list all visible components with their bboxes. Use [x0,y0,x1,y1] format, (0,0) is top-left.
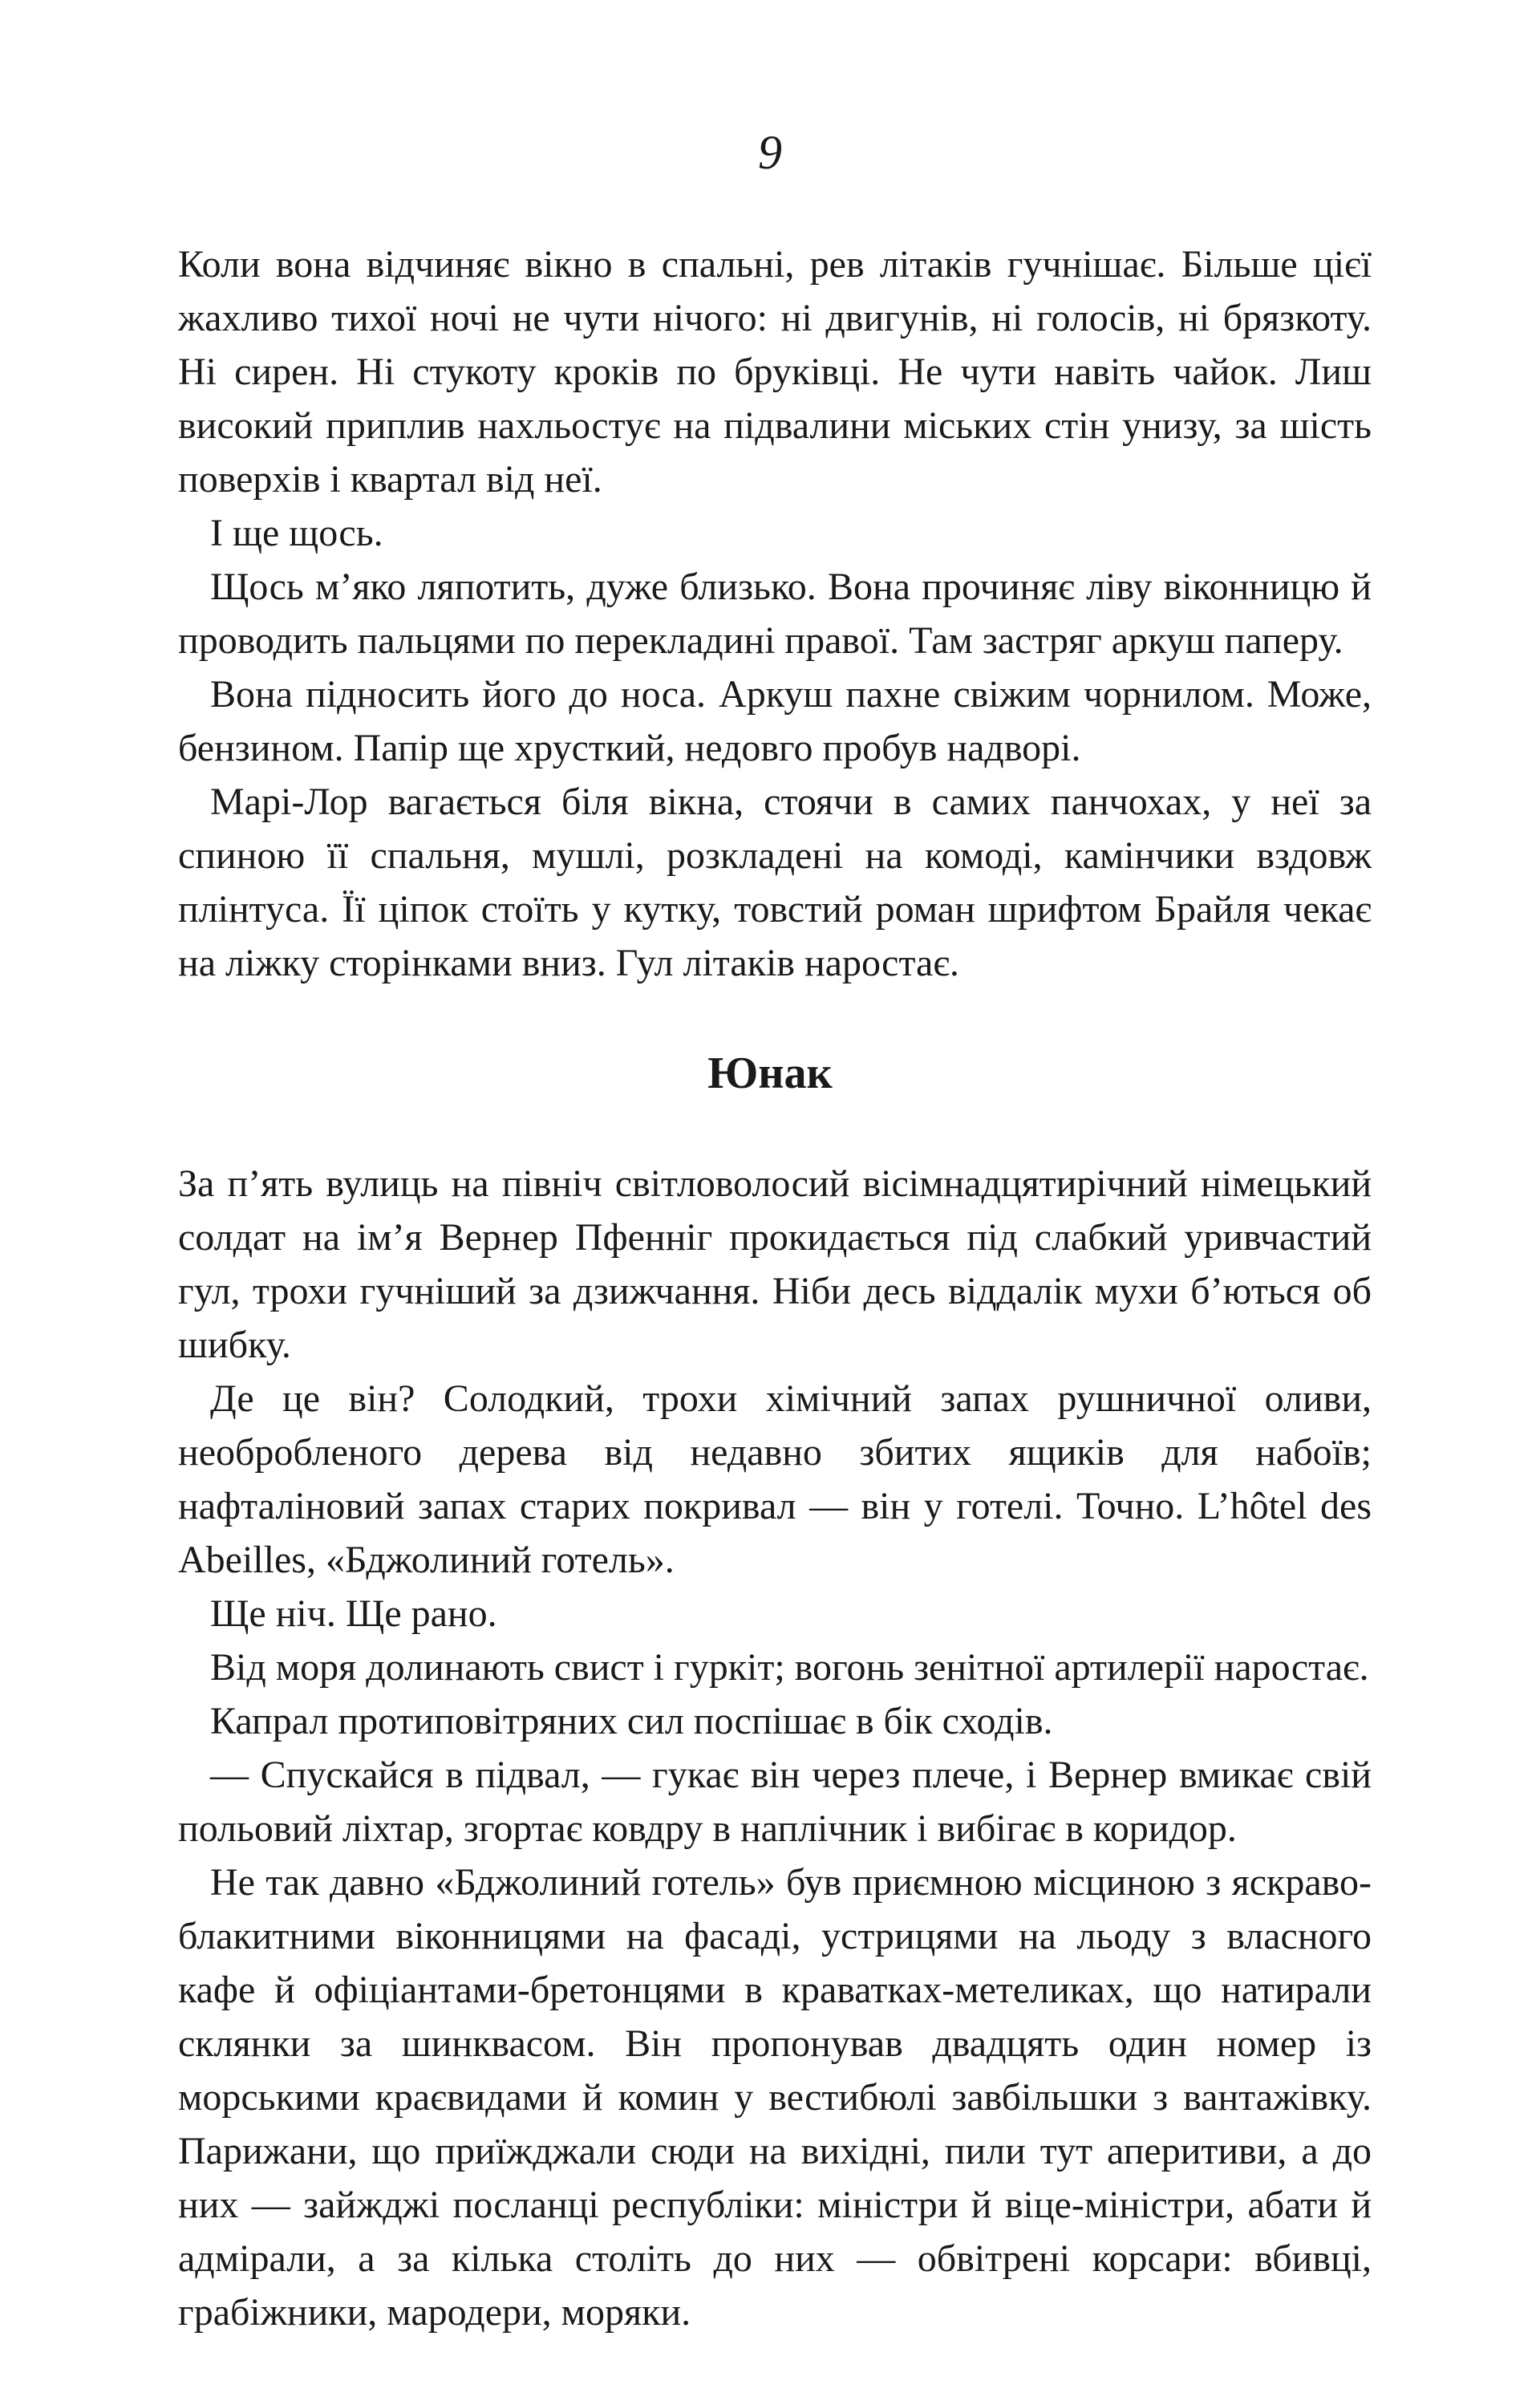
paragraph: Від моря долинають свист і гуркіт; вогонь зенітної артилерії наростає. [210,1646,1369,1689]
section-2-text [178,1157,1372,2339]
paragraph: Щось м’яко ляпотить, дуже близько. Вона прочиняє ліву віконницю й проводить пальцями по перекладині правої. Там застряг аркуш паперу. [178,566,1372,662]
paragraph: Ще ніч. Ще рано. [210,1592,497,1635]
paragraph: Коли вона відчиняє вікно в спальні, рев літаків гучнішає. Більше цієї жахливо тихої ночі не чути нічого: ні двигунів, ні голосів, ні брязкоту. Ні сирен. Ні стукоту кроків по бруківці. Не чути навіть чайок. Лиш високий приплив нахльостує на підвалини міських стін унизу, за шість поверхів і квартал від неї. [178,243,1372,501]
page-number: 9 [758,126,782,179]
paragraph: — Спускайся в підвал, — гукає він через плече, і Вернер вмикає свій польовий ліхтар, згортає ковдру в наплічник і вибігає в коридор. [178,1754,1372,1850]
paragraph: Капрал протиповітряних сил поспішає в бік сходів. [210,1700,1053,1742]
paragraph: Де це він? Солодкий, трохи хімічний запах рушничної оливи, необробленого дерева від недавно збитих ящиків для набоїв; нафталіновий запах старих покривал — він у готелі. Точно. L’hôtel des Abeilles, «Бджолиний готель». [178,1377,1372,1581]
section-1-text [178,237,1372,990]
paragraph: Не так давно «Бджолиний готель» був приємною місциною з яскраво-блакитними віконницями на фасаді, устрицями на льоду з власного кафе й офіціантами-бретонцями в краватках-метеликах, що натирали склянки за шинквасом. Він пропонував двадцять один номер із морськими краєвидами й комин у вестибюлі завбільшки з вантажівку. Парижани, що приїжджали сюди на вихідні, пили тут аперитиви, а до них — зайжджі посланці республіки: міністри й віце-міністри, абати й адмірали, а за кілька століть до них — обвітрені корсари: вбивці, грабіжники, мародери, моряки. [178,1861,1372,2334]
paragraph: Марі-Лор вагається біля вікна, стоячи в самих панчохах, у неї за спиною її спальня, мушлі, розкладені на комоді, камінчики вздовж плінтуса. Її ціпок стоїть у кутку, товстий роман шрифтом Брайля чекає на ліжку сторінками вниз. Гул літаків наростає. [178,781,1372,984]
paragraph: За п’ять вулиць на північ світловолосий вісімнадцятирічний німецький солдат на ім’я Вернер Пфенніг прокидається під слабкий уривчастий гул, трохи гучніший за дзижчання. Ніби десь віддалік мухи б’ються об шибку. [178,1162,1372,1366]
paragraph: І ще щось. [210,512,383,554]
paragraph: Вона підносить його до носа. Аркуш пахне свіжим чорнилом. Може, бензином. Папір ще хрусткий, недовго пробув надворі. [178,673,1372,769]
chapter-title: Юнак [707,1048,833,1098]
